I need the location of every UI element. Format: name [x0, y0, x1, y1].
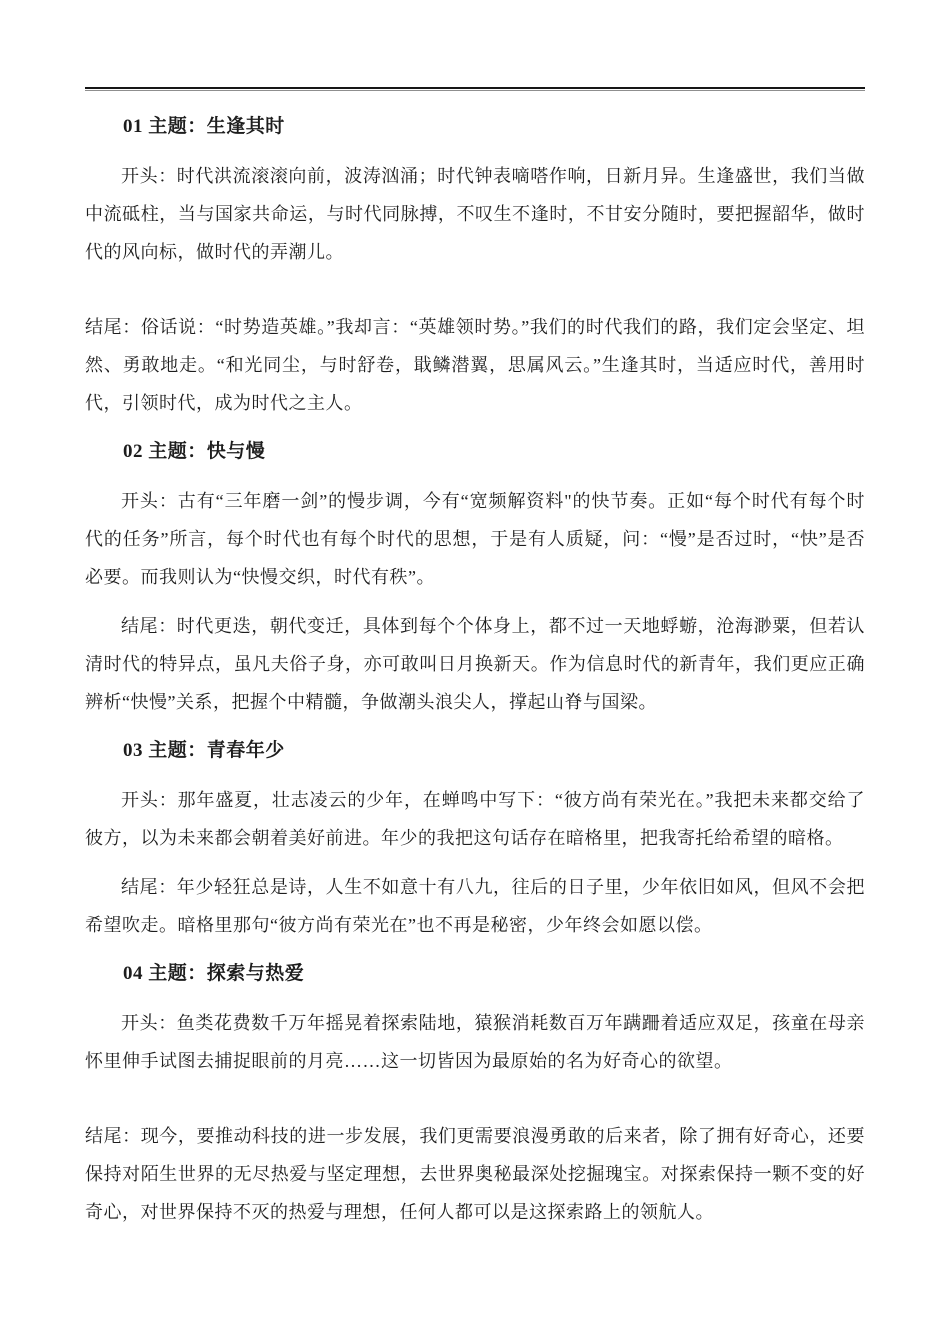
- section-02-ending-paragraph: 结尾：时代更迭，朝代变迁，具体到每个个体身上，都不过一天地蜉蝣，沧海渺粟，但若认清时代的特异点，虽凡夫俗子身，亦可敢叫日月换新天。作为信息时代的新青年，我们更应正确辨析“快慢”关系，把握个中精髓，争做潮头浪尖人，撑起山脊与国梁。: [85, 616, 865, 712]
- section-01: [85, 108, 865, 422]
- horizontal-divider: [85, 87, 865, 91]
- section-04-heading: 04 主题：探索与热爱: [123, 963, 305, 984]
- section-01-heading: 01 主题：生逢其时: [123, 116, 285, 137]
- section-01-opening-paragraph: 开头：时代洪流滚滚向前，波涛汹涌；时代钟表嘀嗒作响，日新月异。生逢盛世，我们当做中流砥柱，当与国家共命运，与时代同脉搏，不叹生不逢时，不甘安分随时，要把握韶华，做时代的风向标，做时代的弄潮儿。: [85, 166, 865, 262]
- section-02-heading: 02 主题：快与慢: [123, 441, 266, 462]
- section-02-opening-paragraph: 开头：古有“三年磨一剑”的慢步调，今有“宽频解资料"的快节奏。正如“每个时代有每个时代的任务”所言，每个时代也有每个时代的思想，于是有人质疑，问：“慢”是否过时，“快”是否必要。而我则认为“快慢交织，时代有秩”。: [85, 491, 865, 587]
- section-04-opening-paragraph: 开头：鱼类花费数千万年摇晃着探索陆地，猿猴消耗数百万年蹒跚着适应双足，孩童在母亲怀里伸手试图去捕捉眼前的月亮……这一切皆因为最原始的名为好奇心的欲望。: [85, 1013, 865, 1071]
- section-03-ending-paragraph: 结尾：年少轻狂总是诗，人生不如意十有八九，往后的日子里，少年依旧如风，但风不会把希望吹走。暗格里那句“彼方尚有荣光在”也不再是秘密，少年终会如愿以偿。: [85, 877, 865, 935]
- section-01-ending-paragraph: 结尾：俗话说：“时势造英雄。”我却言：“英雄领时势。”我们的时代我们的路，我们定会坚定、坦然、勇敢地走。“和光同尘，与时舒卷，戢鳞潜翼，思属风云。”生逢其时，当适应时代，善用时代，引领时代，成为时代之主人。: [85, 317, 865, 413]
- section-03-opening-paragraph: 开头：那年盛夏，壮志凌云的少年，在蝉鸣中写下：“彼方尚有荣光在。”我把未来都交给了彼方，以为未来都会朝着美好前进。年少的我把这句话存在暗格里，把我寄托给希望的暗格。: [85, 790, 865, 848]
- section-03: [85, 732, 865, 944]
- section-02: [85, 433, 865, 721]
- section-03-heading: 03 主题：青春年少: [123, 740, 285, 761]
- document-content: [85, 87, 865, 1231]
- section-04-ending-paragraph: 结尾：现今，要推动科技的进一步发展，我们更需要浪漫勇敢的后来者，除了拥有好奇心，还要保持对陌生世界的无尽热爱与坚定理想，去世界奥秘最深处挖掘瑰宝。对探索保持一颗不变的好奇心，对世界保持不灭的热爱与理想，任何人都可以是这探索路上的领航人。: [85, 1126, 865, 1222]
- section-04: [85, 955, 865, 1231]
